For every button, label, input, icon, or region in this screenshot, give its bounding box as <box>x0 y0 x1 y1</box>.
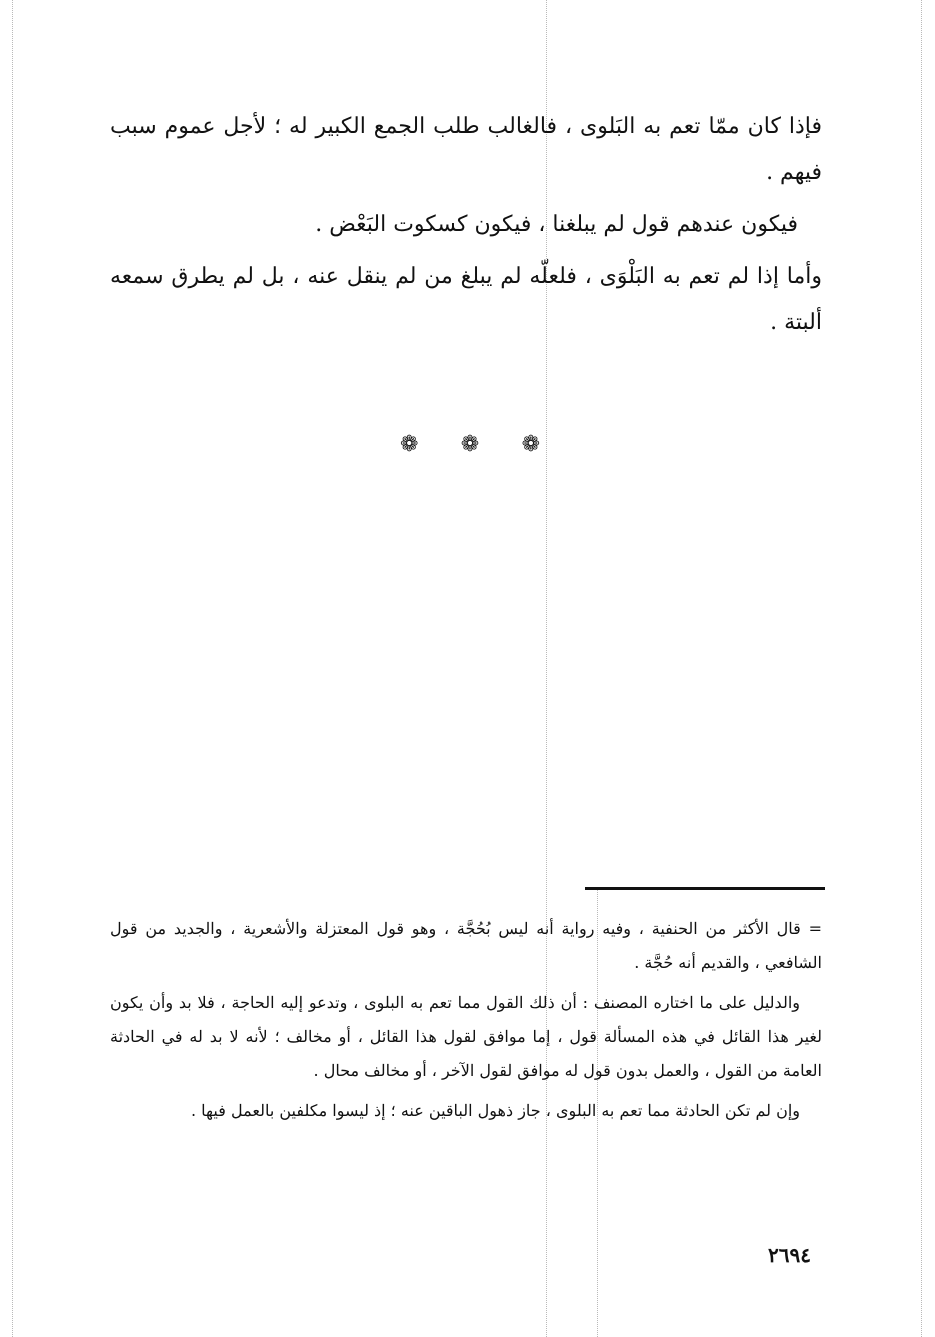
footnote-paragraph: والدليل على ما اختاره المصنف : أن ذلك القول مما تعم به البلوى ، وتدعو إليه الحاجة ، فلا بد وأن يكون لغير هذا القائل في هذه المسألة قول ، إما موافق لقول هذا القائل ، أو مخالف ؛ لأنه لا بد له في الحادثة العامة من القول ، والعمل بدون قول له موافق لقول الآخر ، أو مخالف محال . <box>110 993 822 1080</box>
main-text-block <box>110 104 822 352</box>
guide-line-left <box>12 0 13 1337</box>
flower-ornament-icon: ❁ <box>521 432 540 457</box>
footnotes-block <box>110 912 822 1134</box>
main-paragraph: فإذا كان ممّا تعم به البَلوى ، فالغالب طلب الجمع الكبير له ؛ لأجل عموم سبب فيهم . <box>110 114 822 185</box>
flower-ornament-icon: ❁ <box>460 432 480 457</box>
main-paragraph: وأما إذا لم تعم به البَلْوَى ، فلعلّه لم يبلغ من لم ينقل عنه ، بل لم يطرق سمعه ألبتة . <box>110 264 822 335</box>
footnote-paragraph: وإن لم تكن الحادثة مما تعم به البلوى ، جاز ذهول الباقين عنه ؛ إذ ليسوا مكلفين بالعمل فيها . <box>191 1101 800 1120</box>
footnote-divider <box>585 887 825 890</box>
main-paragraph: فيكون عندهم قول لم يبلغنا ، فيكون كسكوت البَعْض . <box>315 212 798 237</box>
flower-ornament-icon: ❁ <box>400 432 419 457</box>
section-separator <box>400 432 540 457</box>
footnote-paragraph: = قال الأكثر من الحنفية ، وفيه رواية أنه ليس بُحُجَّة ، وهو قول المعتزلة والأشعرية ، والجديد من قول الشافعي ، والقديم أنه حُجَّة . <box>110 919 822 972</box>
page-number: ٢٦٩٤ <box>768 1243 811 1267</box>
guide-line-right <box>921 0 922 1337</box>
